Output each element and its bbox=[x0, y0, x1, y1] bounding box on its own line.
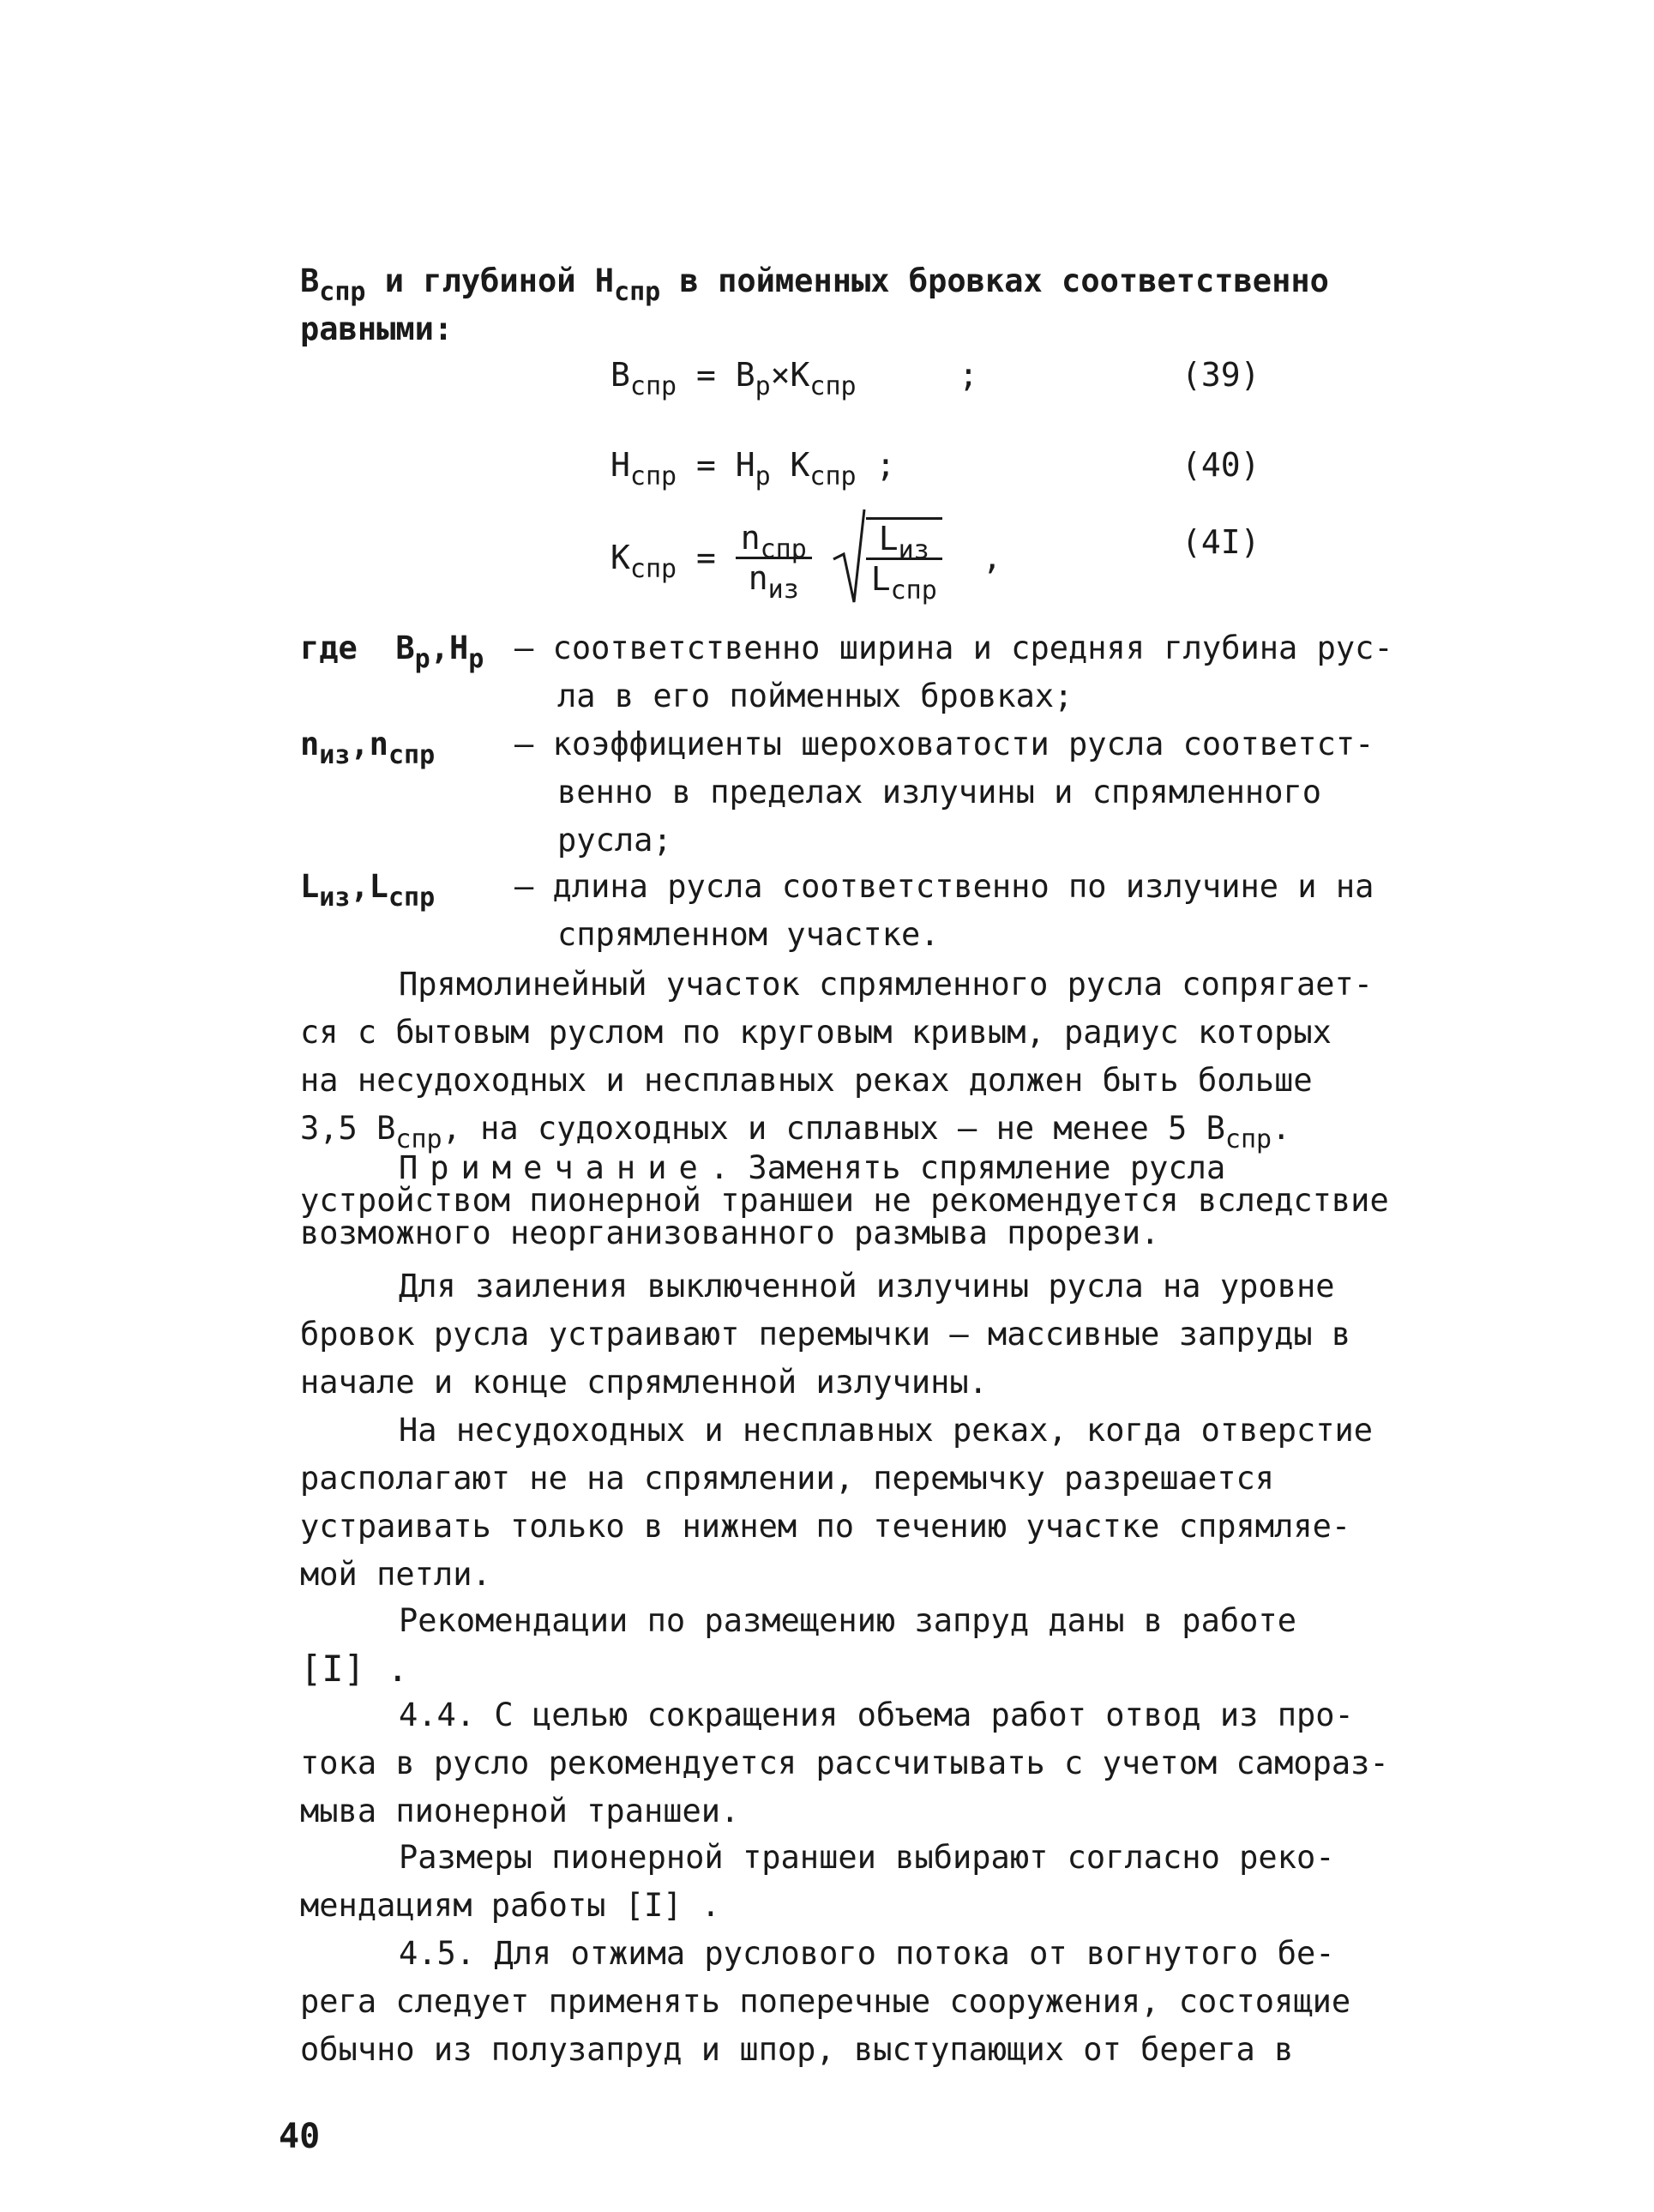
paragraph-line: мой петли. bbox=[300, 1556, 491, 1593]
formula-symbol: H bbox=[610, 446, 630, 484]
note-label: Примечание bbox=[399, 1149, 710, 1186]
paragraph-line: устраивать только в нижнем по течению участке спрямляе- bbox=[300, 1508, 1351, 1545]
subscript: спр bbox=[809, 371, 857, 401]
definition-line: – длина русла соответственно по излучине и на bbox=[514, 868, 1374, 905]
subscript: из bbox=[898, 535, 929, 565]
equals-sign: = bbox=[677, 539, 716, 576]
square-root bbox=[832, 506, 942, 609]
intro-text-segment: и глубиной H bbox=[365, 262, 615, 299]
formula-symbol: = H bbox=[677, 446, 755, 484]
paragraph-line: бровок русла устраивают перемычки – массивные запруды в bbox=[300, 1316, 1351, 1353]
root-fraction bbox=[866, 517, 942, 606]
subscript: спр bbox=[760, 533, 807, 564]
formula-symbol: n bbox=[740, 518, 761, 557]
formula-symbol: n bbox=[748, 558, 768, 597]
paragraph-non-navigable bbox=[300, 1407, 1415, 1599]
subscript: спр bbox=[319, 277, 366, 307]
formula-symbol: B bbox=[610, 356, 630, 394]
root-numerator bbox=[866, 520, 942, 565]
subscript: спр bbox=[629, 554, 677, 584]
fraction-n bbox=[736, 518, 812, 605]
paragraph-text: , на судоходных и сплавных – не менее 5 B bbox=[442, 1110, 1225, 1147]
definition-line: – коэффициенты шероховатости русла соответст- bbox=[514, 726, 1374, 762]
paragraph-dams bbox=[300, 1263, 1415, 1407]
subscript: спр bbox=[388, 740, 436, 770]
paragraph-text: 3,5 B bbox=[300, 1110, 396, 1147]
subscript: из bbox=[767, 574, 799, 605]
formula-40 bbox=[610, 446, 896, 491]
note-line-1 bbox=[300, 1149, 1415, 1186]
paragraph-line: 4.5. Для отжима руслового потока от вогнутого бе- bbox=[399, 1935, 1335, 1972]
definition-term bbox=[300, 720, 435, 771]
subscript: спр bbox=[629, 461, 677, 491]
paragraph-recommendations bbox=[300, 1597, 1415, 1693]
definition-line: ла в его пойменных бровках; bbox=[557, 678, 1074, 714]
paragraph-line: на несудоходных и несплавных реках должен быть больше bbox=[300, 1062, 1313, 1099]
page-number: 40 bbox=[279, 2117, 321, 2156]
formula-symbol: ×K bbox=[770, 356, 810, 394]
paragraph-line: ся с бытовым руслом по круговым кривым, радиус которых bbox=[300, 1014, 1332, 1051]
paragraph-line: обычно из полузапруд и шпор, выступающих от берега в bbox=[300, 2031, 1294, 2068]
subscript: p bbox=[755, 371, 771, 401]
paragraph-line: На несудоходных и несплавных реках, когда отверстие bbox=[399, 1412, 1374, 1449]
formula-symbol: = B bbox=[677, 356, 755, 394]
paragraph-line: мыва пионерной траншеи. bbox=[300, 1793, 740, 1829]
formula-symbol: ,H bbox=[430, 630, 469, 666]
fraction-denominator bbox=[736, 558, 812, 605]
subscript: спр bbox=[809, 461, 857, 491]
paragraph-trench-size bbox=[300, 1834, 1415, 1930]
definition-prefix: где bbox=[300, 630, 358, 666]
definition-line: венно в пределах излучины и спрямленного bbox=[557, 774, 1322, 811]
formula-symbol: ,L bbox=[350, 868, 388, 905]
definition-term bbox=[300, 624, 484, 675]
note-block bbox=[300, 1149, 1415, 1251]
definition-line: – соответственно ширина и средняя глубина рус- bbox=[514, 630, 1393, 666]
formula-39 bbox=[610, 356, 857, 401]
subscript: спр bbox=[614, 277, 661, 307]
symbol-b: B bbox=[300, 262, 320, 299]
paragraph-line: мендациям работы [I] . bbox=[300, 1887, 721, 1924]
definition-length bbox=[300, 863, 1415, 959]
paragraph-line: Рекомендации по размещению запруд даны в работе bbox=[399, 1602, 1296, 1639]
formula-end: , bbox=[982, 539, 1002, 576]
intro-line-1 bbox=[300, 257, 1415, 305]
paragraph-line bbox=[300, 1105, 1415, 1153]
note-text: . Заменять спрямление русла bbox=[709, 1149, 1226, 1186]
formula-symbol: n bbox=[300, 726, 320, 762]
paragraph-line: Прямолинейный участок спрямленного русла сопрягает- bbox=[399, 966, 1374, 1003]
equation-number-41: (4I) bbox=[1182, 523, 1260, 561]
formula-symbol: L bbox=[300, 868, 320, 905]
paragraph-line: Для заиления выключенной излучины русла на уровне bbox=[399, 1268, 1335, 1305]
subscript: спр bbox=[629, 371, 677, 401]
subscript: спр bbox=[1224, 1124, 1272, 1154]
subscript: p bbox=[755, 461, 771, 491]
paragraph-text: . bbox=[1272, 1110, 1291, 1147]
formula-symbol: K bbox=[770, 446, 810, 484]
equation-number-40: (40) bbox=[1182, 446, 1260, 484]
definition-line: русла; bbox=[557, 822, 672, 859]
definition-term bbox=[300, 863, 435, 913]
reference-line: [I] . bbox=[300, 1648, 409, 1690]
formula-41 bbox=[610, 506, 1002, 609]
subscript: p bbox=[414, 644, 430, 674]
definition-roughness bbox=[300, 720, 1415, 865]
note-line-2: устройством пионерной траншеи не рекомендуется вследствие bbox=[300, 1182, 1389, 1219]
formula-symbol: B bbox=[395, 630, 415, 666]
paragraph-line: 4.4. С целью сокращения объема работ отвод из про- bbox=[399, 1697, 1354, 1733]
subscript: p bbox=[468, 644, 484, 674]
subscript: спр bbox=[395, 1124, 442, 1154]
formula-end: ; bbox=[875, 446, 896, 484]
subscript: из bbox=[319, 740, 351, 770]
intro-line-2: равными: bbox=[300, 310, 454, 347]
subscript: из bbox=[319, 883, 351, 913]
formula-symbol: L bbox=[878, 520, 899, 558]
root-denominator bbox=[866, 560, 942, 606]
paragraph-curve-radius bbox=[300, 961, 1415, 1153]
paragraph-line: рега следует применять поперечные сооружения, состоящие bbox=[300, 1983, 1351, 2020]
paragraph-line: располагают не на спрямлении, перемычку разрешается bbox=[300, 1460, 1275, 1497]
paragraph-line: начале и конце спрямленной излучины. bbox=[300, 1364, 988, 1401]
subscript: спр bbox=[388, 883, 436, 913]
subscript: спр bbox=[890, 576, 937, 606]
paragraph-line: Размеры пионерной траншеи выбирают согласно реко- bbox=[399, 1839, 1335, 1876]
paragraph-4-5 bbox=[300, 1930, 1415, 2074]
paragraph-4-4 bbox=[300, 1691, 1415, 1835]
formula-39-end: ; bbox=[959, 356, 978, 394]
radical-sign-icon bbox=[832, 506, 866, 609]
formula-symbol: L bbox=[870, 560, 891, 598]
formula-symbol: K bbox=[610, 539, 630, 576]
equation-number-39: (39) bbox=[1182, 356, 1260, 394]
intro-text bbox=[300, 257, 1415, 353]
fraction-numerator bbox=[736, 518, 812, 564]
formula-lhs bbox=[610, 539, 716, 584]
definition-width-depth bbox=[300, 624, 1415, 720]
paragraph-line: тока в русло рекомендуется рассчитывать с учетом самораз- bbox=[300, 1745, 1389, 1781]
intro-text-segment: в пойменных бровках соответственно bbox=[660, 262, 1329, 299]
note-line-3: возможного неорганизованного размыва прорези. bbox=[300, 1214, 1160, 1251]
formula-symbol: ,n bbox=[350, 726, 388, 762]
definition-line: спрямленном участке. bbox=[557, 916, 940, 953]
